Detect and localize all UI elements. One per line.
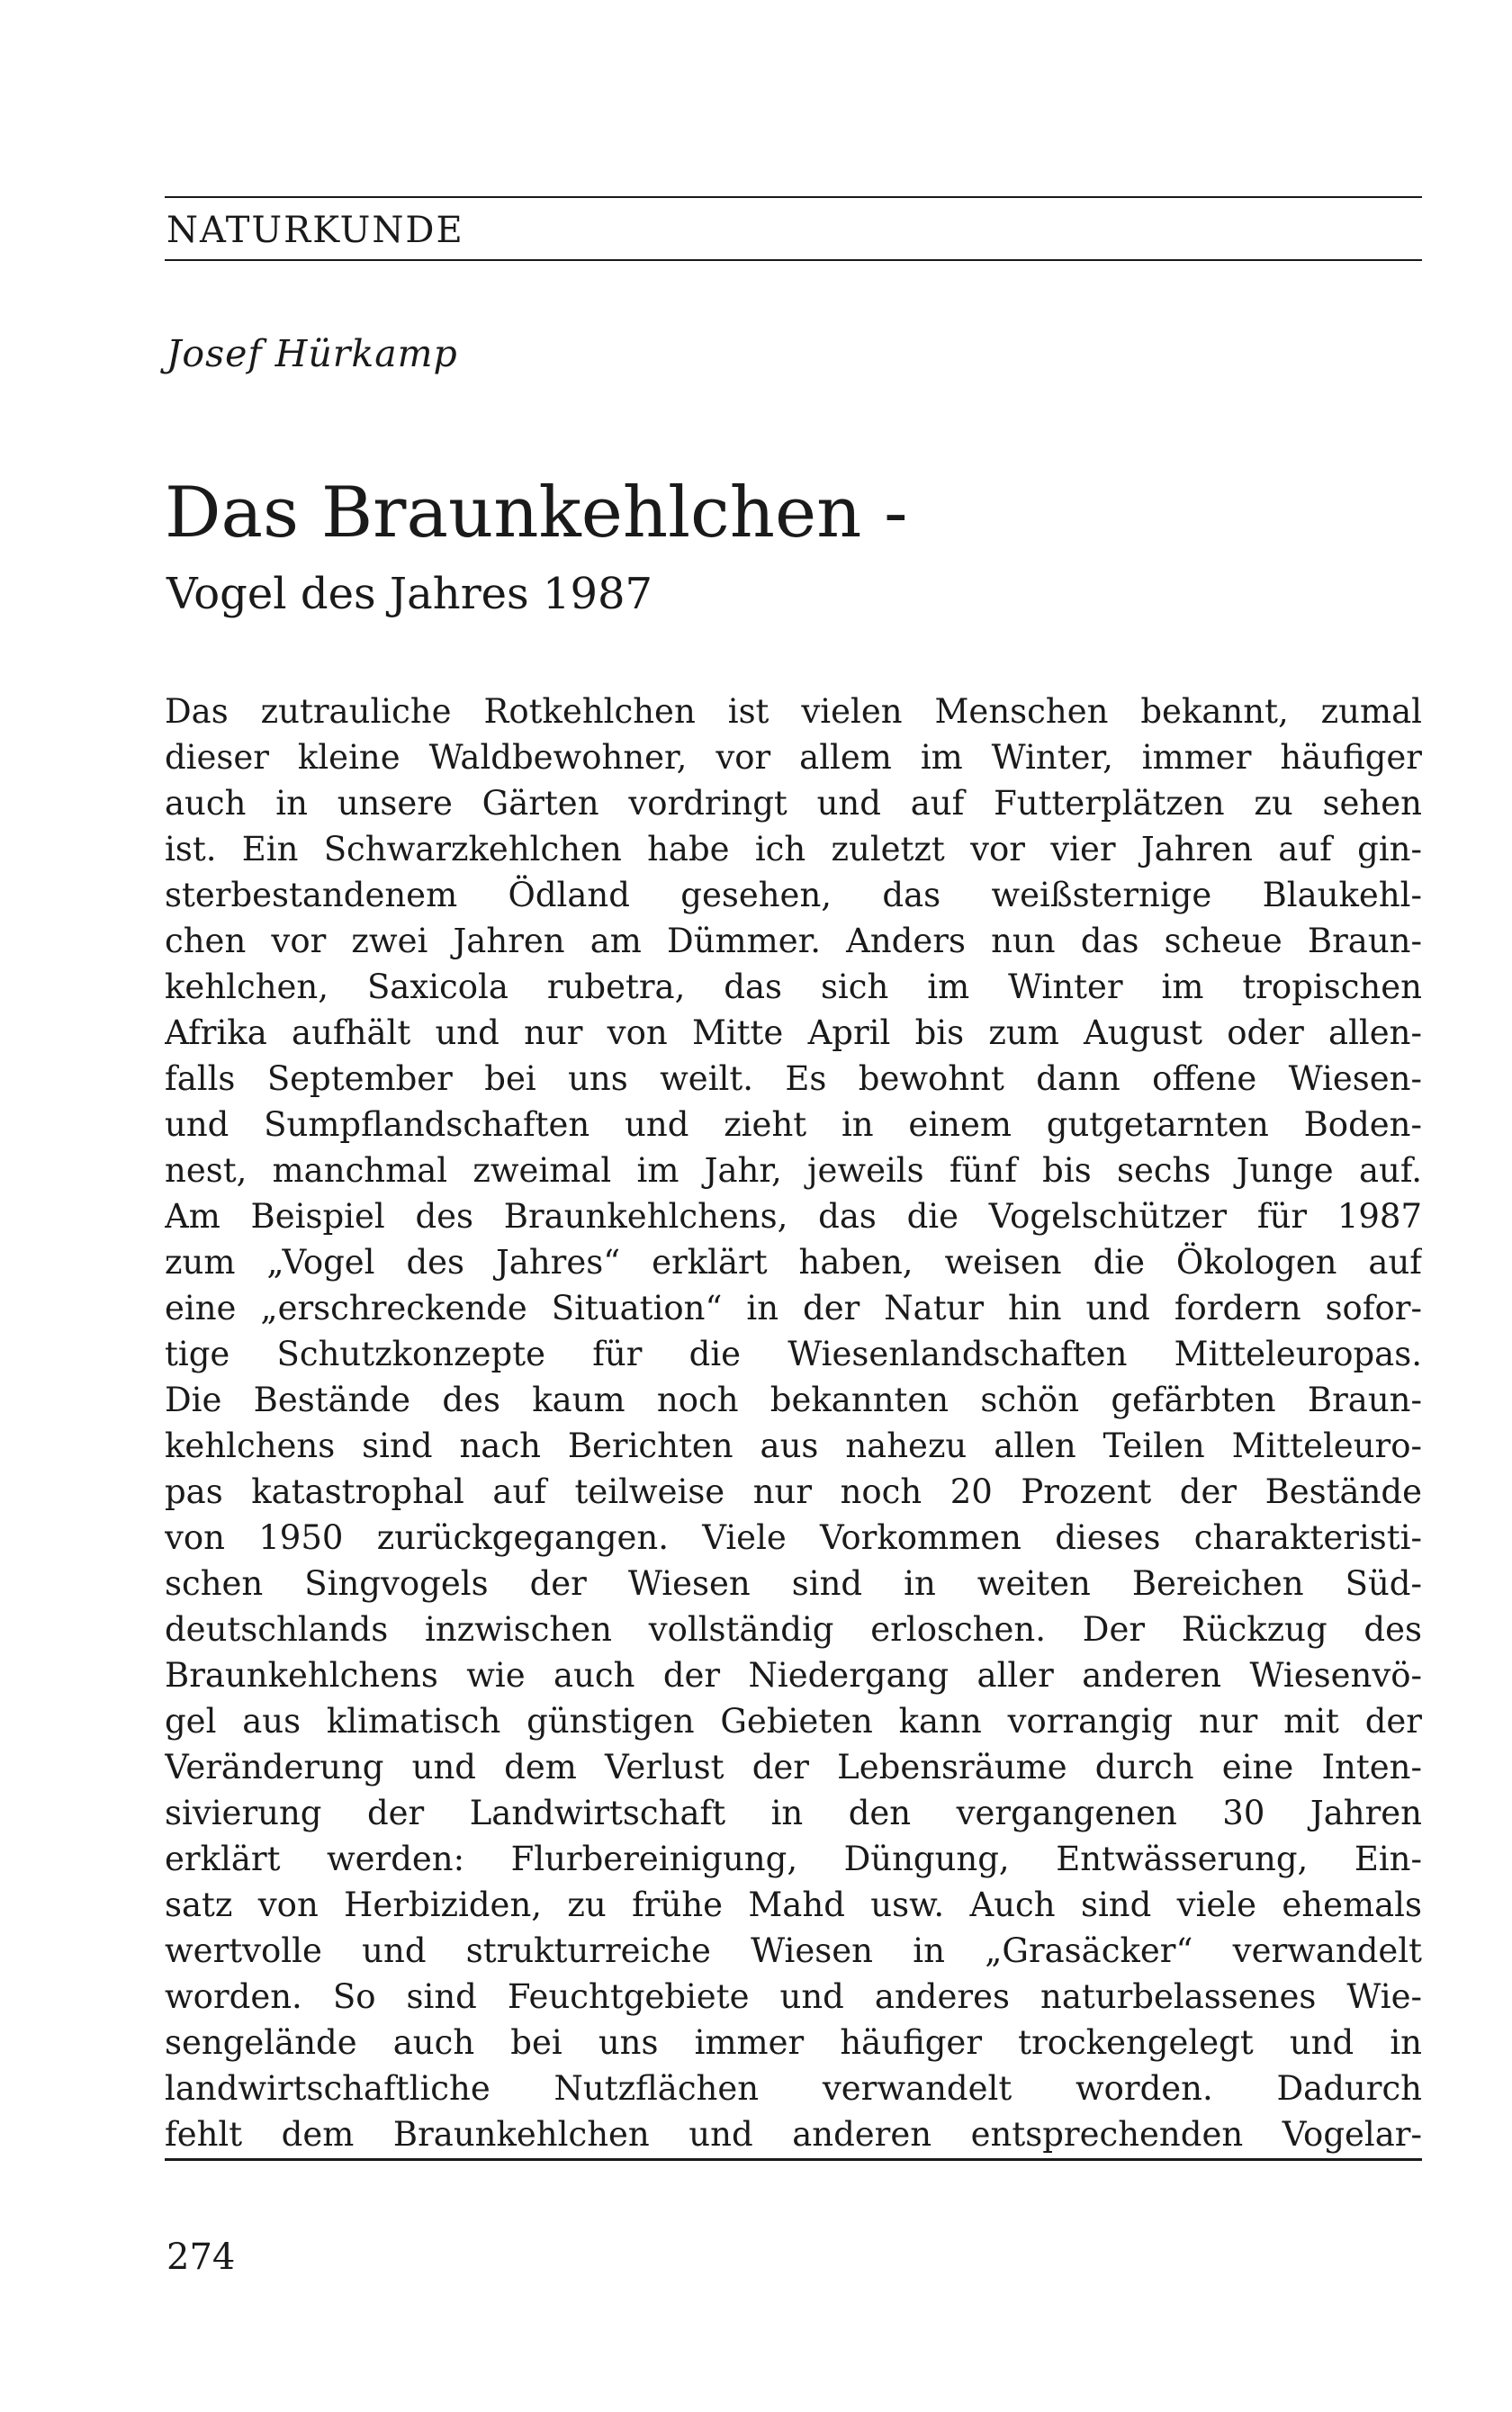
body-line: zum „Vogel des Jahres“ erklärt haben, weisen die Ökologen auf [165,1243,1422,1282]
body-line: Die Bestände des kaum noch bekannten schön gefärbten Braun- [165,1381,1422,1419]
header-bottom-rule [165,259,1422,261]
body-line: nest, manchmal zweimal im Jahr, jeweils fünf bis sechs Junge auf. [165,1151,1422,1190]
footer-rule [165,2158,1422,2161]
header-top-rule [165,196,1422,198]
body-line: kehlchens sind nach Berichten aus nahezu allen Teilen Mitteleuro- [165,1426,1422,1465]
article-title: Das Braunkehlchen - [165,472,908,554]
body-line: gel aus klimatisch günstigen Gebieten kann vorrangig nur mit der [165,1702,1422,1741]
body-line: worden. So sind Feuchtgebiete und anderes naturbelassenes Wie- [165,1977,1422,2016]
body-line: und Sumpflandschaften und zieht in einem gutgetarnten Boden- [165,1105,1422,1144]
body-line: Braunkehlchens wie auch der Niedergang aller anderen Wiesenvö- [165,1656,1422,1695]
body-line: sivierung der Landwirtschaft in den vergangenen 30 Jahren [165,1794,1422,1832]
section-label: NATURKUNDE [166,210,464,251]
body-line: deutschlands inzwischen vollständig erloschen. Der Rückzug des [165,1610,1422,1649]
body-line: ist. Ein Schwarzkehlchen habe ich zuletzt vor vier Jahren auf gin- [165,830,1422,868]
article-subtitle: Vogel des Jahres 1987 [166,569,653,619]
body-line: kehlchen, Saxicola rubetra, das sich im Winter im tropischen [165,968,1422,1006]
body-line: von 1950 zurückgegangen. Viele Vorkommen dieses charakteristi- [165,1518,1422,1557]
body-line: erklärt werden: Flurbereinigung, Düngung, Entwässerung, Ein- [165,1840,1422,1878]
article-body [165,688,1422,2157]
body-line: Am Beispiel des Braunkehlchens, das die Vogelschützer für 1987 [165,1197,1422,1236]
body-line: sterbestandenem Ödland gesehen, das weißsternige Blaukehl- [165,876,1422,914]
body-line: wertvolle und strukturreiche Wiesen in „Grasäcker“ verwandelt [165,1931,1422,1970]
body-line: landwirtschaftliche Nutzflächen verwandelt worden. Dadurch [165,2069,1422,2108]
body-line: Das zutrauliche Rotkehlchen ist vielen Menschen bekannt, zumal [165,692,1422,731]
body-line: Afrika aufhält und nur von Mitte April bis zum August oder allen- [165,1013,1422,1052]
body-line: pas katastrophal auf teilweise nur noch 20 Prozent der Bestände [165,1472,1422,1511]
body-line: dieser kleine Waldbewohner, vor allem im Winter, immer häufiger [165,738,1422,777]
body-line: fehlt dem Braunkehlchen und anderen entsprechenden Vogelar- [165,2115,1422,2154]
author-name: Josef Hürkamp [166,332,458,375]
body-line: satz von Herbiziden, zu frühe Mahd usw. Auch sind viele ehemals [165,1886,1422,1924]
body-line: chen vor zwei Jahren am Dümmer. Anders nun das scheue Braun- [165,922,1422,960]
body-line: eine „erschreckende Situation“ in der Natur hin und fordern sofor- [165,1289,1422,1328]
body-line: Veränderung und dem Verlust der Lebensräume durch eine Inten- [165,1748,1422,1786]
body-line: auch in unsere Gärten vordringt und auf Futterplätzen zu sehen [165,784,1422,823]
body-line: falls September bei uns weilt. Es bewohnt dann offene Wiesen- [165,1059,1422,1098]
page-number: 274 [166,2236,236,2278]
body-line: sengelände auch bei uns immer häufiger trockengelegt und in [165,2023,1422,2062]
body-line: tige Schutzkonzepte für die Wiesenlandschaften Mitteleuropas. [165,1335,1422,1373]
body-line: schen Singvogels der Wiesen sind in weiten Bereichen Süd- [165,1564,1422,1603]
